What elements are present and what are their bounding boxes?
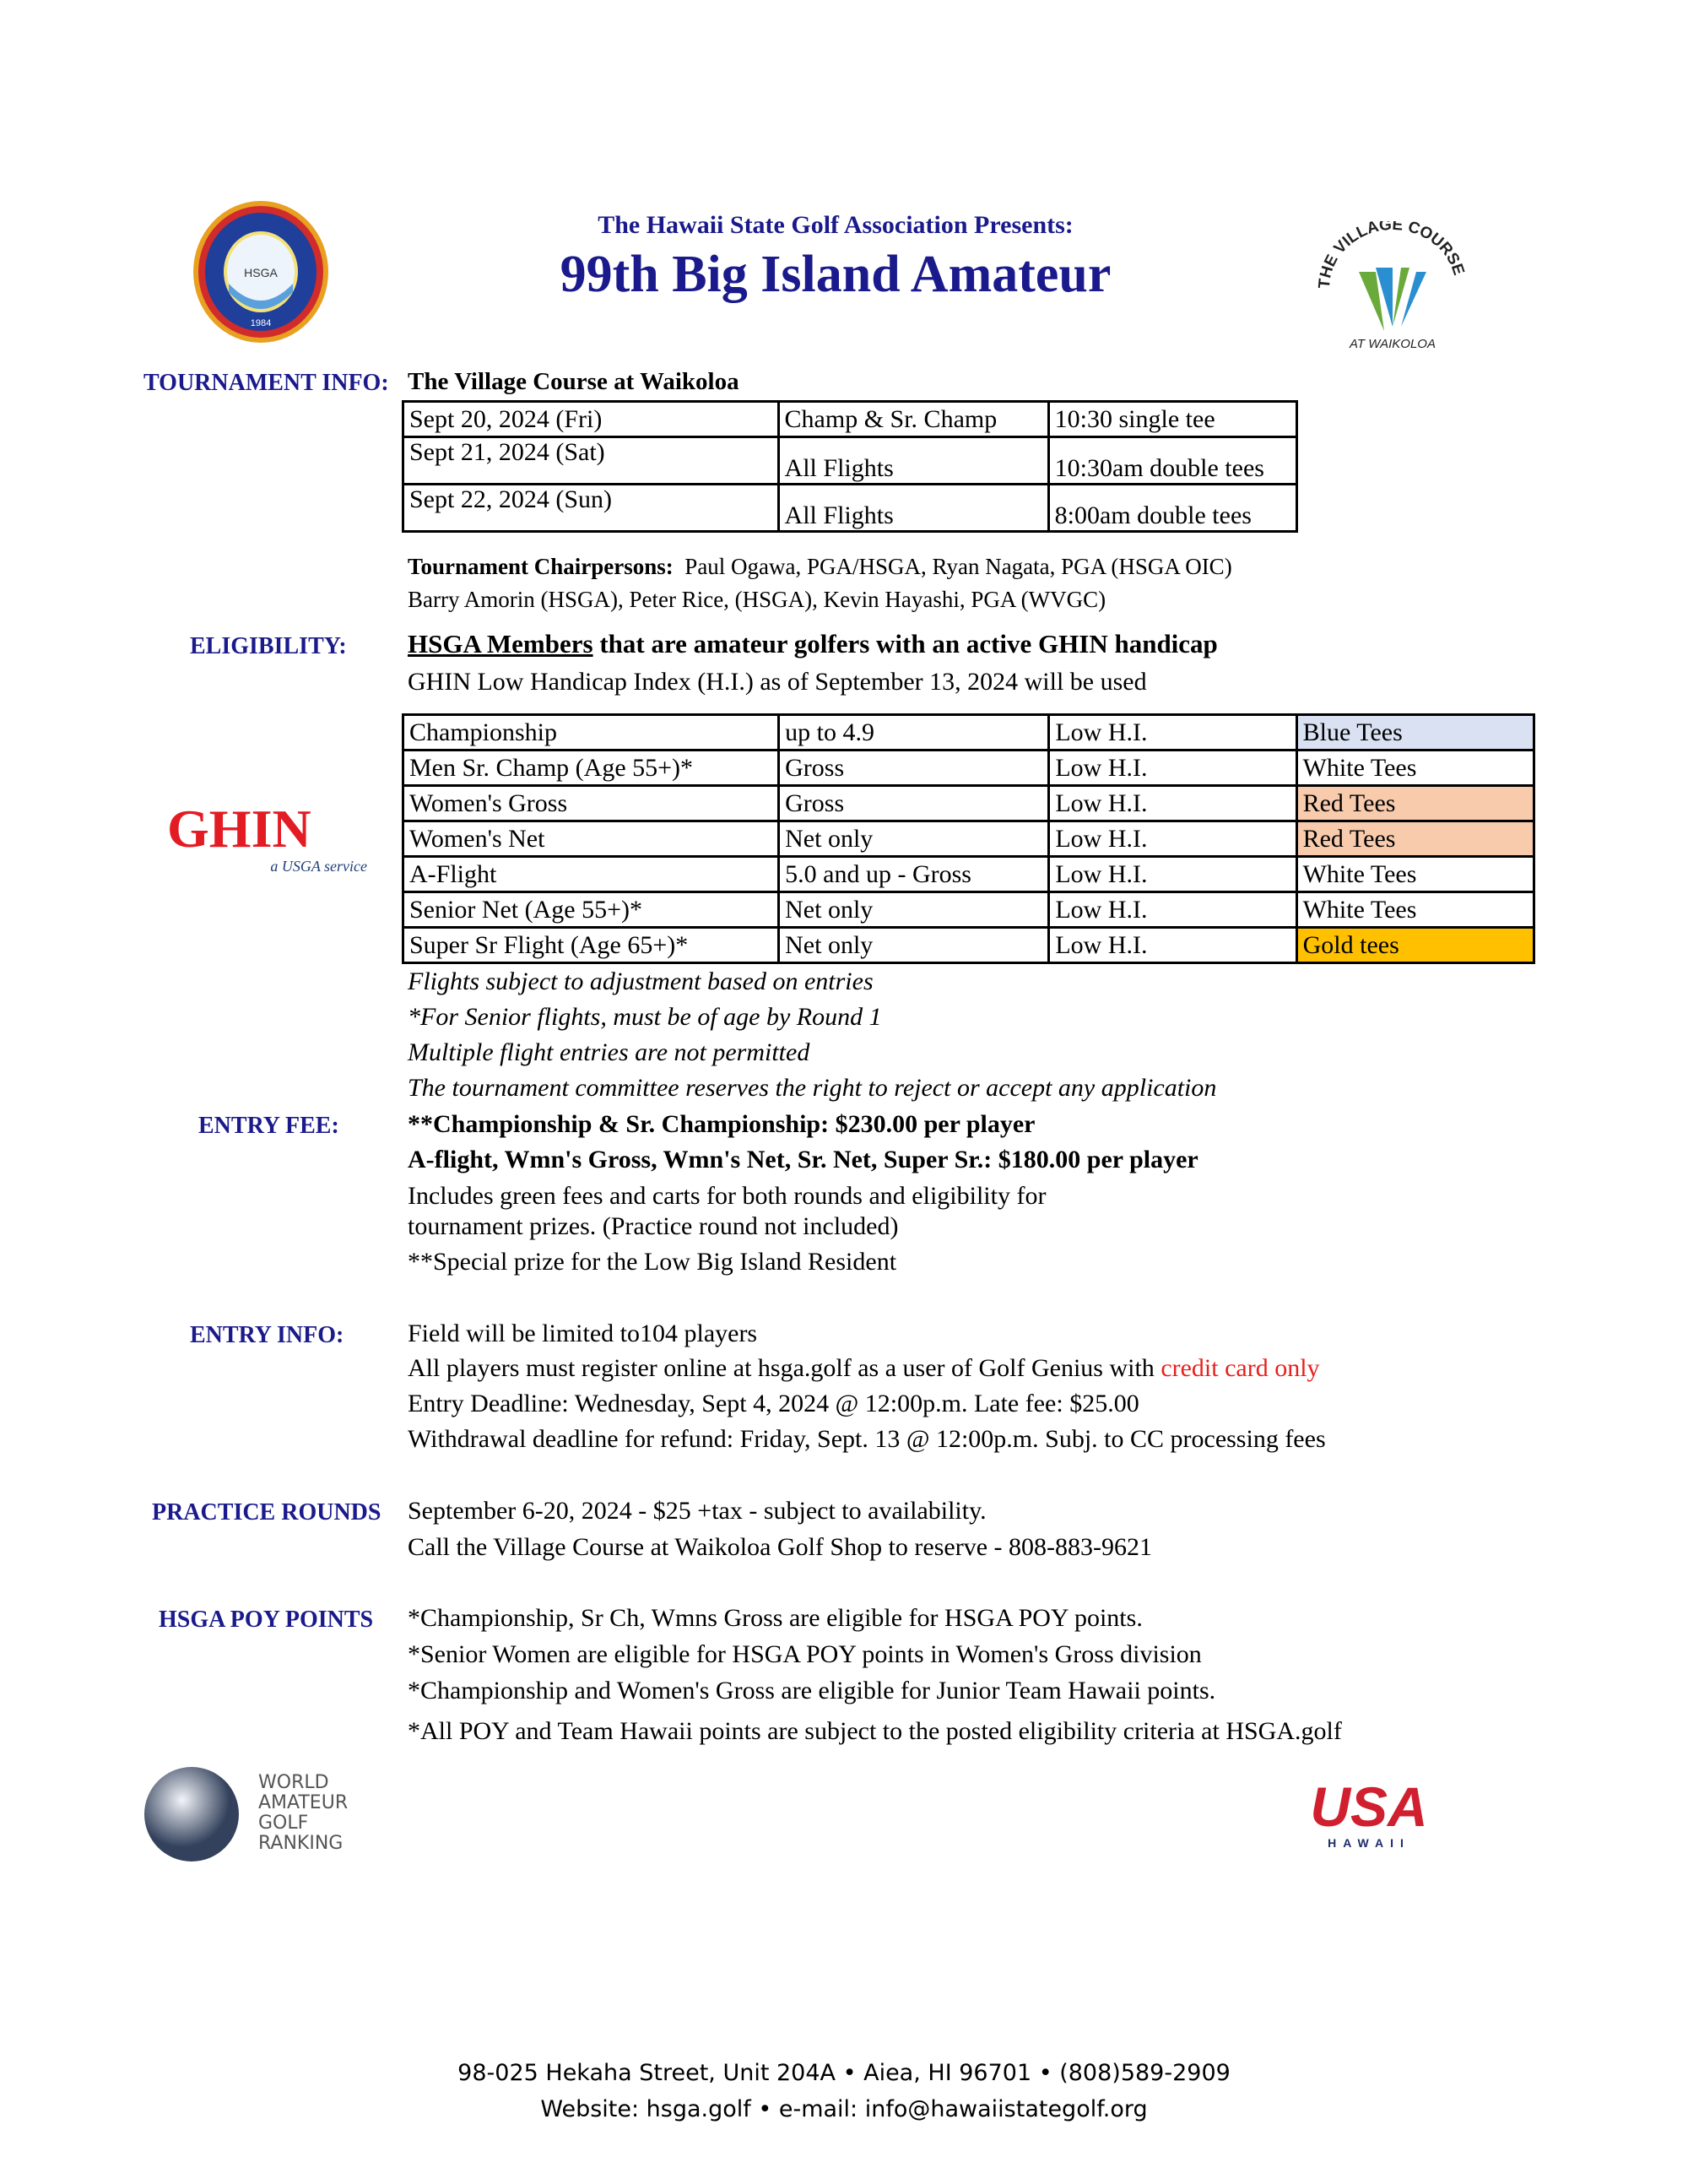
flight-cell: Senior Net (Age 55+)* [403, 892, 779, 928]
page-title: 99th Big Island Amateur [560, 246, 1112, 303]
flight-cell: Gross [779, 786, 1049, 821]
flight-row [403, 715, 1534, 751]
tournament-info-label: TOURNAMENT INFO: [143, 370, 389, 396]
flight-cell: White Tees [1296, 857, 1534, 892]
schedule-row [403, 402, 1297, 437]
schedule-cell: Champ & Sr. Champ [778, 402, 1048, 437]
footer-contact: Website: hsga.golf • e-mail: info@hawaiistategolf.org [540, 2096, 1148, 2122]
flight-cell: Net only [779, 928, 1049, 963]
entry-info-line3: Entry Deadline: Wednesday, Sept 4, 2024 @ 12:00p.m. Late fee: $25.00 [408, 1390, 1139, 1417]
svg-text:HSGA: HSGA [244, 266, 278, 279]
flight-cell: Low H.I. [1049, 857, 1296, 892]
flight-cell: Blue Tees [1296, 715, 1534, 751]
presents-line: The Hawaii State Golf Association Presents: [598, 211, 1074, 239]
flight-cell: up to 4.9 [779, 715, 1049, 751]
schedule-row [403, 485, 1297, 532]
ghin-wordmark: GHIN [167, 799, 311, 859]
wagr-text: AMATEUR [258, 1792, 349, 1813]
usa-wordmark: USA [1310, 1775, 1428, 1838]
ghin-logo [167, 799, 374, 878]
flight-cell: Net only [779, 821, 1049, 857]
flight-cell: A-Flight [403, 857, 779, 892]
practice-line2: Call the Village Course at Waikoloa Golf Shop to reserve - 808-883-9621 [408, 1533, 1152, 1561]
usa-hawaii-logo [1297, 1777, 1441, 1858]
ghin-tagline: a USGA service [270, 858, 367, 875]
flight-cell: White Tees [1296, 892, 1534, 928]
eligibility-text: that are amateur golfers with an active GHIN handicap [592, 629, 1218, 658]
schedule-cell: 8:00am double tees [1048, 485, 1296, 532]
eligibility-line2: GHIN Low Handicap Index (H.I.) as of September 13, 2024 will be used [408, 668, 1147, 696]
flight-cell: Red Tees [1296, 786, 1534, 821]
svg-text:1984: 1984 [250, 318, 272, 328]
flight-note: *For Senior flights, must be of age by Round 1 [408, 1003, 882, 1031]
entry-fee-line1: **Championship & Sr. Championship: $230.00 per player [408, 1110, 1036, 1138]
chairpersons-line2: Barry Amorin (HSGA), Peter Rice, (HSGA), Kevin Hayashi, PGA (WVGC) [408, 587, 1106, 612]
flight-cell: Super Sr Flight (Age 65+)* [403, 928, 779, 963]
golf-ball-icon [142, 1764, 241, 1864]
flight-note: Flights subject to adjustment based on entries [408, 967, 874, 995]
flight-cell: Women's Gross [403, 786, 779, 821]
schedule-cell: 10:30 single tee [1048, 402, 1296, 437]
practice-line1: September 6-20, 2024 - $25 +tax - subject to availability. [408, 1497, 987, 1525]
village-course-logo [1308, 221, 1477, 352]
entry-info-line1: Field will be limited to104 players [408, 1320, 758, 1347]
flight-cell: Low H.I. [1049, 928, 1296, 963]
flight-row [403, 928, 1534, 963]
wagr-text: GOLF [258, 1813, 309, 1834]
schedule-row [403, 437, 1297, 485]
flight-cell: 5.0 and up - Gross [779, 857, 1049, 892]
schedule-cell: Sept 22, 2024 (Sun) [403, 485, 779, 532]
chairpersons-names: Paul Ogawa, PGA/HSGA, Ryan Nagata, PGA (HSGA OIC) [684, 554, 1232, 579]
flight-cell: Women's Net [403, 821, 779, 857]
entry-fee-label: ENTRY FEE: [198, 1113, 339, 1139]
svg-text:THE VILLAGE COURSE: THE VILLAGE COURSE [1315, 221, 1468, 290]
flight-cell: Low H.I. [1049, 715, 1296, 751]
flight-cell: Gold tees [1296, 928, 1534, 963]
entry-info-line2 [408, 1354, 1320, 1383]
chairpersons-line1 [408, 554, 1232, 580]
flight-cell: Low H.I. [1049, 892, 1296, 928]
schedule-cell: 10:30am double tees [1048, 437, 1296, 485]
schedule-cell: Sept 20, 2024 (Fri) [403, 402, 779, 437]
poy-line: *Championship, Sr Ch, Wmns Gross are eligible for HSGA POY points. [408, 1604, 1143, 1632]
entry-fee-line5: **Special prize for the Low Big Island Resident [408, 1248, 897, 1276]
schedule-cell: All Flights [778, 485, 1048, 532]
schedule-cell: All Flights [778, 437, 1048, 485]
entry-fee-line4: tournament prizes. (Practice round not included) [408, 1212, 899, 1240]
wagr-logo [142, 1764, 374, 1864]
flight-row [403, 857, 1534, 892]
entry-fee-line2: A-flight, Wmn's Gross, Wmn's Net, Sr. Net, Super Sr.: $180.00 per player [408, 1146, 1198, 1173]
flight-cell: Men Sr. Champ (Age 55+)* [403, 751, 779, 786]
poy-line: *Senior Women are eligible for HSGA POY points in Women's Gross division [408, 1640, 1202, 1668]
flight-cell: Low H.I. [1049, 821, 1296, 857]
flight-row [403, 751, 1534, 786]
footer-address: 98-025 Hekaha Street, Unit 204A • Aiea, HI 96701 • (808)589-2909 [457, 2060, 1231, 2086]
chairpersons-label: Tournament Chairpersons: [408, 554, 674, 579]
flight-cell: Red Tees [1296, 821, 1534, 857]
flight-note: The tournament committee reserves the right to reject or accept any application [408, 1074, 1217, 1102]
entry-info-line4: Withdrawal deadline for refund: Friday, Sept. 13 @ 12:00p.m. Subj. to CC processing fees [408, 1425, 1326, 1453]
hawaii-text: HAWAII [1328, 1836, 1410, 1850]
credit-card-only: credit card only [1160, 1354, 1320, 1382]
wagr-text: WORLD [258, 1772, 329, 1793]
svg-text:AT WAIKOLOA: AT WAIKOLOA [1350, 337, 1436, 351]
poy-line: *All POY and Team Hawaii points are subject to the posted eligibility criteria at HSGA.golf [408, 1717, 1342, 1745]
venue: The Village Course at Waikoloa [408, 368, 739, 395]
flights-table [402, 713, 1535, 964]
flight-cell: Low H.I. [1049, 751, 1296, 786]
schedule-table [402, 400, 1298, 533]
flight-note: Multiple flight entries are not permitted [408, 1038, 810, 1066]
flight-cell: Gross [779, 751, 1049, 786]
schedule-cell: Sept 21, 2024 (Sat) [403, 437, 779, 485]
hsga-members-link: HSGA Members [408, 629, 593, 658]
flight-cell: Championship [403, 715, 779, 751]
register-text: All players must register online at hsga.golf as a user of Golf Genius with [408, 1354, 1161, 1382]
practice-rounds-label: PRACTICE ROUNDS [152, 1499, 381, 1526]
eligibility-label: ELIGIBILITY: [190, 633, 347, 659]
poy-points-label: HSGA POY POINTS [159, 1607, 374, 1633]
entry-fee-line3: Includes green fees and carts for both rounds and eligibility for [408, 1182, 1047, 1210]
poy-line: *Championship and Women's Gross are eligible for Junior Team Hawaii points. [408, 1677, 1216, 1704]
eligibility-line1 [408, 629, 1218, 659]
flight-cell: White Tees [1296, 751, 1534, 786]
flight-cell: Net only [779, 892, 1049, 928]
entry-info-label: ENTRY INFO: [190, 1322, 344, 1348]
flight-cell: Low H.I. [1049, 786, 1296, 821]
wagr-text: RANKING [258, 1833, 344, 1854]
flight-row [403, 821, 1534, 857]
flight-row [403, 786, 1534, 821]
flight-row [403, 892, 1534, 928]
